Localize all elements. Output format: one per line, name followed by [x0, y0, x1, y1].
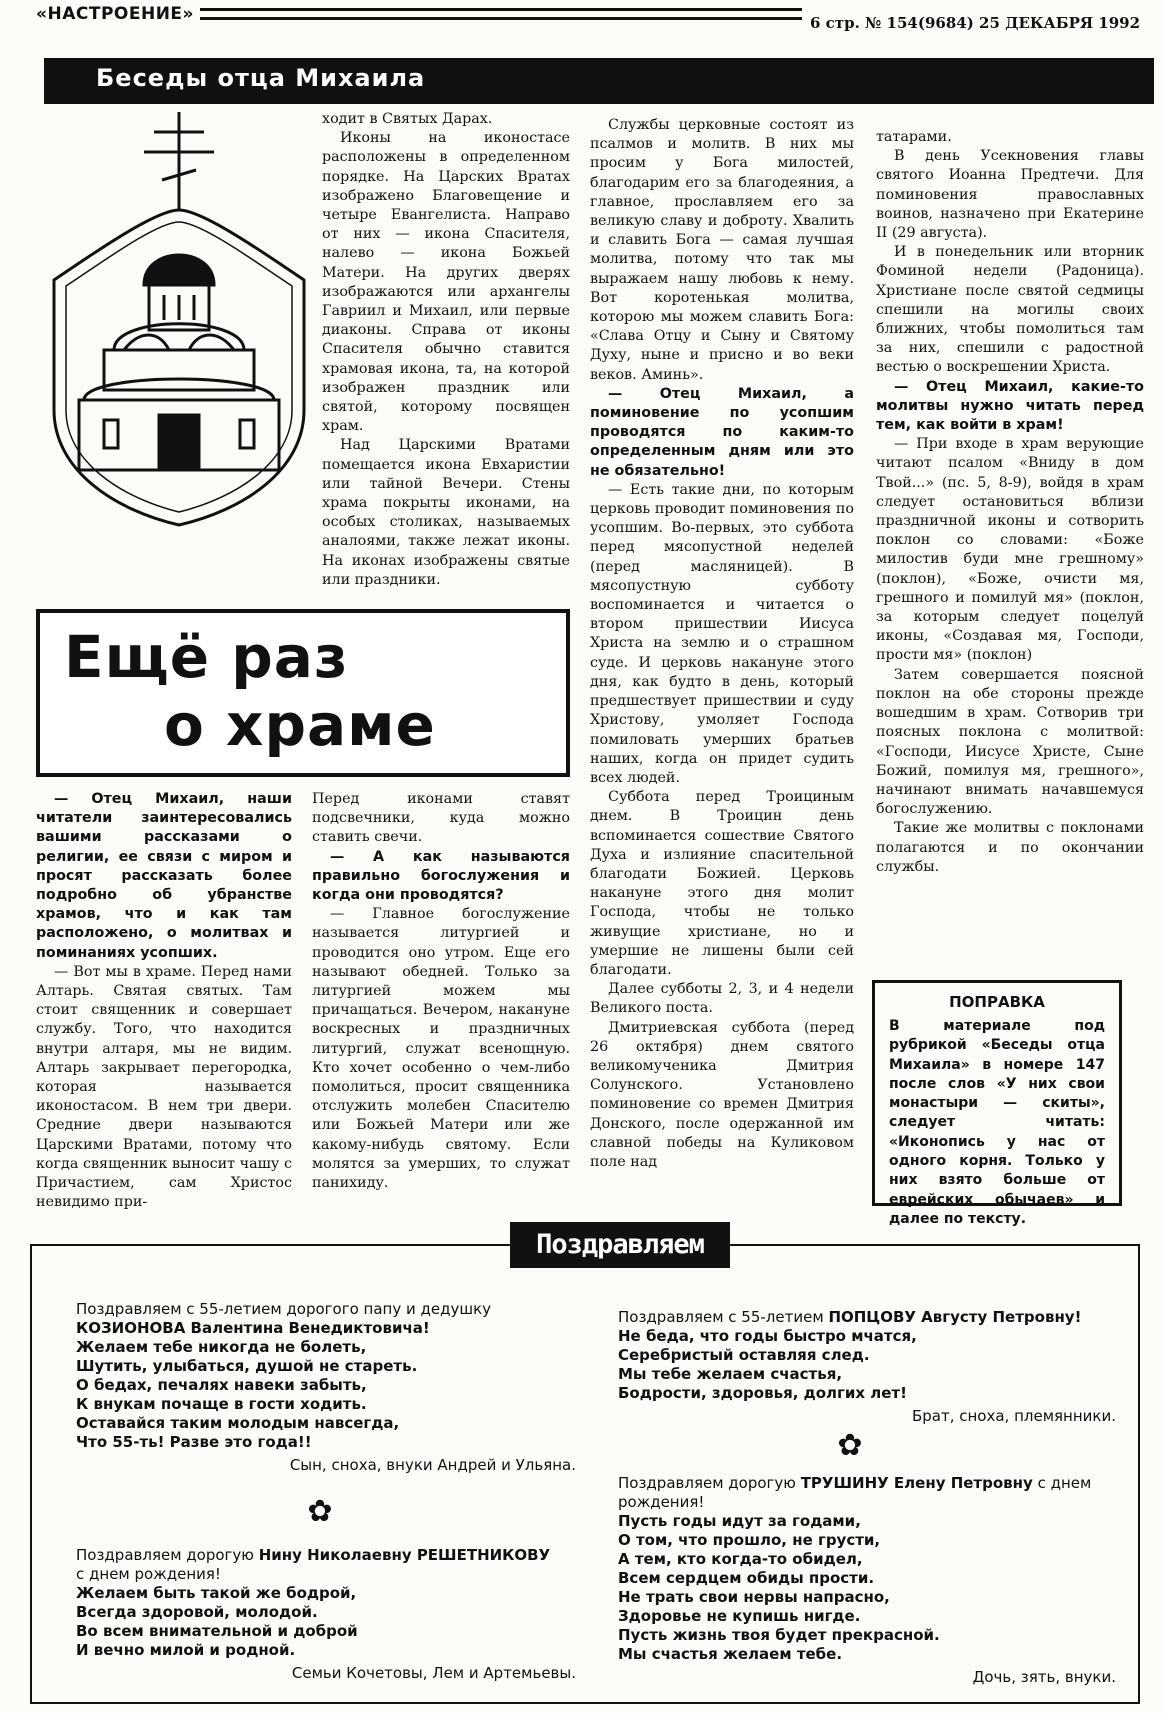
greeting-signature: Брат, сноха, племянники. [911, 1407, 1116, 1425]
rubric-title: Беседы отца Михаила [90, 64, 431, 92]
interview-question: — Отец Михаил, какие-то молитвы нужно читать перед тем, как войти в храм! [876, 378, 1144, 434]
greeting-verse-line: Желаем тебе никогда не болеть, [76, 1338, 367, 1356]
paragraph: Над Царскими Вратами помещается икона Евхаристии или тайной Вечери. Стены храма покрыты иконами, на особых столиках, называемых аналоями, также лежат иконы. На иконах изображены святые или праздники. [322, 437, 570, 588]
paragraph: Далее субботы 2, 3, и 4 недели Великого поста. [590, 981, 854, 1017]
interview-answer: — При входе в храм верующие читают псалом «Вниду в дом Твой...» (пс. 5, 8-9), войдя в храм следует остановиться вблизи праздничной иконы и сотворить поклон со словами: «Боже милостив буди мне грешному» (поклон), «Боже, очисти мя, грешного и помилуй мя» (поклон, за которым следует поцелуй иконы, «Создавая мя, Господи, прости мя» (поклон) [876, 436, 1144, 664]
correction-title: ПОПРАВКА [949, 993, 1045, 1011]
greeting-verse-line: А тем, кто когда-то обидел, [618, 1550, 863, 1568]
greeting-verse-line: Серебристый оставляя след. [618, 1346, 870, 1364]
greeting-intro: Поздравляем дорогую [76, 1546, 254, 1564]
headline-line-1: Ещё раз [64, 623, 349, 691]
greeting-verse-line: Здоровье не купишь нигде. [618, 1607, 861, 1625]
paragraph: татарами. [876, 129, 952, 145]
greeting-card [76, 1300, 576, 1475]
paragraph: Суббота перед Троициным днем. В Троицин день вспоминается сошествие Святого Духа и излияние спасительной благодати Божией. Церковь накануне этого дня молит Господа, чтобы не только живущие христиане, но и умершие не лишены были сей благодати. [590, 789, 854, 978]
interview-question: — А как называются правильно богослужения и когда они проводятся? [312, 848, 570, 904]
greeting-recipient: Нину Николаевну РЕШЕТНИКОВУ [258, 1546, 551, 1564]
greeting-card [618, 1308, 1116, 1426]
paragraph: И в понедельник или вторник Фоминой недели (Радоница). Христиане после святой седмицы спешили на могилы своих ближних, чтобы помолиться там за них, спешили с радостной вестью о воскрешении Христа. [876, 244, 1144, 376]
article-column-1 [36, 790, 292, 1220]
greeting-verse-line: Не беда, что годы быстро мчатся, [618, 1327, 917, 1345]
greeting-verse-line: Мы тебе желаем счастья, [618, 1365, 843, 1383]
greeting-signature: Сын, сноха, внуки Андрей и Ульяна. [289, 1456, 576, 1474]
greeting-verse-line: Желаем быть такой же бодрой, [76, 1584, 357, 1602]
greeting-verse-line: Всегда здоровой, молодой. [76, 1603, 318, 1621]
interview-question: — Отец Михаил, а поминовение по усопшим проводятся по каким-то определенным дням или это не обязательно! [590, 385, 854, 479]
interview-answer: — Вот мы в храме. Перед нами Алтарь. Святая святых. Там стоит священник и совершает службу. Того, что находится внутри алтаря, мы не видим. Алтарь закрывает перегородка, которая называется иконостасом. В нем три двери. Средние двери называются Царскими Вратами, потому что когда священник выносит чашу с Причастием, сам Христос невидимо при- [36, 963, 292, 1211]
paragraph: В день Усекновения главы святого Иоанна Предтечи. Для поминовения православных воинов, назначено при Екатерине II (29 августа). [876, 148, 1144, 242]
greeting-verse-line: Во всем внимательной и доброй [76, 1622, 358, 1640]
greeting-verse-line: О бедах, печалях навеки забыть, [76, 1376, 367, 1394]
greeting-verse-line: И вечно милой и родной. [76, 1641, 296, 1659]
greeting-verse-line: Оставайся таким молодым навсегда, [76, 1414, 400, 1432]
greeting-verse-line: Пусть жизнь твоя будет прекрасной. [618, 1626, 940, 1644]
masthead-issue-info: 6 стр. № 154(9684) 25 ДЕКАБРЯ 1992 [810, 14, 1141, 32]
greeting-verse-line: Что 55-ть! Разве это года!! [76, 1433, 312, 1451]
greeting-verse-line: Пусть годы идут за годами, [618, 1512, 861, 1530]
greeting-signature: Семьи Кочетовы, Лем и Артемьевы. [291, 1664, 576, 1682]
greeting-verse-line: Мы счастья желаем тебе. [618, 1645, 843, 1663]
greeting-verse-line: Всем сердцем обиды прости. [618, 1569, 875, 1587]
masthead-rule [200, 8, 802, 20]
paragraph: Службы церковные состоят из псалмов и молитв. В них мы просим у Бога милостей, благодарим его за благодеяния, а главное, прославляем его за великую славу и доброту. Хвалить и славить Бога — самая лучшая молитва, потому что так мы выражаем нашу любовь к нему. Вот коротенькая молитва, которою мы можем славить Бога: «Слава Отцу и Сыну и Святому Духу, ныне и присно и во веки веков. Аминь». [590, 117, 854, 383]
greeting-card [76, 1546, 576, 1683]
greeting-verse-line: Не трать свои нервы напрасно, [618, 1588, 890, 1606]
greeting-verse-line: О том, что прошло, не грусти, [618, 1531, 881, 1549]
correction-box [872, 980, 1122, 1227]
interview-answer: — Главное богослужение называется литургией и проводится оно утром. Еще его называют обедней. Только за литургией можем мы причащаться. Вечером, накануне воскресных и праздничных литургий, служат всенощную. Кто хочет особенно о чем-либо помолиться, просит священника отслужить молебен Спасителю или Божьей Матери или же какому-нибудь святому. Если молятся за умерших, то служат панихиду. [312, 906, 570, 1192]
correction-text: В материале под рубрикой «Беседы отца Михаила» в номере 147 после слов «У них свои монастыри — скиты», следует читать: «Иконопись у нас от одного корня. Только у них взято больше от еврейских обычаев» и далее по тексту. [889, 1018, 1105, 1227]
paragraph: Перед иконами ставят подсвечники, куда можно ставить свечи. [312, 791, 570, 846]
greeting-occasion: с днем рождения! [76, 1565, 221, 1583]
paragraph: Дмитриевская суббота (перед 26 октября) днем святого великомученика Дмитрия Солунского. Установлено поминовение со времен Дмитрия Донского, после одержанной им славной победы на Куликовом поле над [590, 1019, 854, 1170]
article-column-2-bottom [312, 790, 570, 1220]
greeting-intro: Поздравляем с 55-летием дорогого папу и дедушку [76, 1300, 492, 1318]
paragraph: Такие же молитвы с поклонами полагаются и по окончании службы. [876, 820, 1144, 875]
greeting-recipient: КОЗИОНОВА Валентина Венедиктовича! [76, 1319, 430, 1337]
paragraph: ходит в Святых Дарах. [322, 111, 493, 127]
greeting-intro: Поздравляем дорогую [618, 1474, 796, 1492]
paragraph: Иконы на иконостасе расположены в определенном порядке. На Царских Вратах изображено Благовещение и четыре Евангелиста. Направо от них — икона Спасителя, налево — икона Божьей Матери. На других дверях изображаются или архангелы Гавриил и Михаил, или первые диаконы. Справа от иконы Спасителя обычно ставится храмовая икона, та, на которой изображен праздник или святой, которому посвящен храм. [322, 130, 570, 435]
church-emblem-icon [44, 110, 314, 530]
greeting-intro: Поздравляем с 55-летием [618, 1308, 824, 1326]
masthead-section: «НАСТРОЕНИЕ» [36, 4, 195, 24]
greeting-occasion: с днем рождения! [618, 1474, 1092, 1511]
greeting-verse-line: Бодрости, здоровья, долгих лет! [618, 1384, 907, 1402]
article-column-3 [590, 116, 854, 1222]
flower-icon: ✿ [307, 1494, 333, 1529]
greeting-recipient: ТРУШИНУ Елену Петровну [800, 1474, 1033, 1492]
greetings-header: Поздравляем [510, 1222, 730, 1268]
headline-line-2: о храме [164, 691, 436, 759]
greeting-verse-line: Шутить, улыбаться, душой не стареть. [76, 1357, 418, 1375]
interview-answer: — Есть такие дни, по которым церковь проводит поминовения по усопшим. Во-первых, это суббота перед мясопустной неделей (перед масляницей). В мясопустную субботу воспоминается и читается о втором пришествии Иисуса Христа на землю и о страшном суде. И церковь накануне этого дня, как будто в день, который предшествует пришествии и суду Христову, умоляет Господа помиловать умерших братьев наших, когда он придет судить всех людей. [590, 481, 854, 786]
greeting-signature: Дочь, зять, внуки. [972, 1668, 1116, 1686]
article-column-2-top [322, 110, 570, 594]
greeting-verse-line: К внукам почаще в гости ходить. [76, 1395, 367, 1413]
greeting-card [618, 1474, 1116, 1687]
greeting-recipient: ПОПЦОВУ Августу Петровну! [828, 1308, 1082, 1326]
article-column-4 [876, 128, 1144, 948]
paragraph: Затем совершается поясной поклон на обе стороны прежде вошедшим в храм. Сотворив три поясных поклона с молитвой: «Господи, Иисусе Христе, Сыне Божий, помилуя мя, грешного», начинают внимать начавшемуся богослужению. [876, 666, 1144, 818]
flower-icon: ✿ [837, 1428, 863, 1463]
interview-question: — Отец Михаил, наши читатели заинтересовались вашими рассказами о религии, ее связи с миром и просят рассказать более подробно об убранстве храмов, что и как там расположено, о молитвах и поминаниях усопших. [36, 791, 292, 961]
